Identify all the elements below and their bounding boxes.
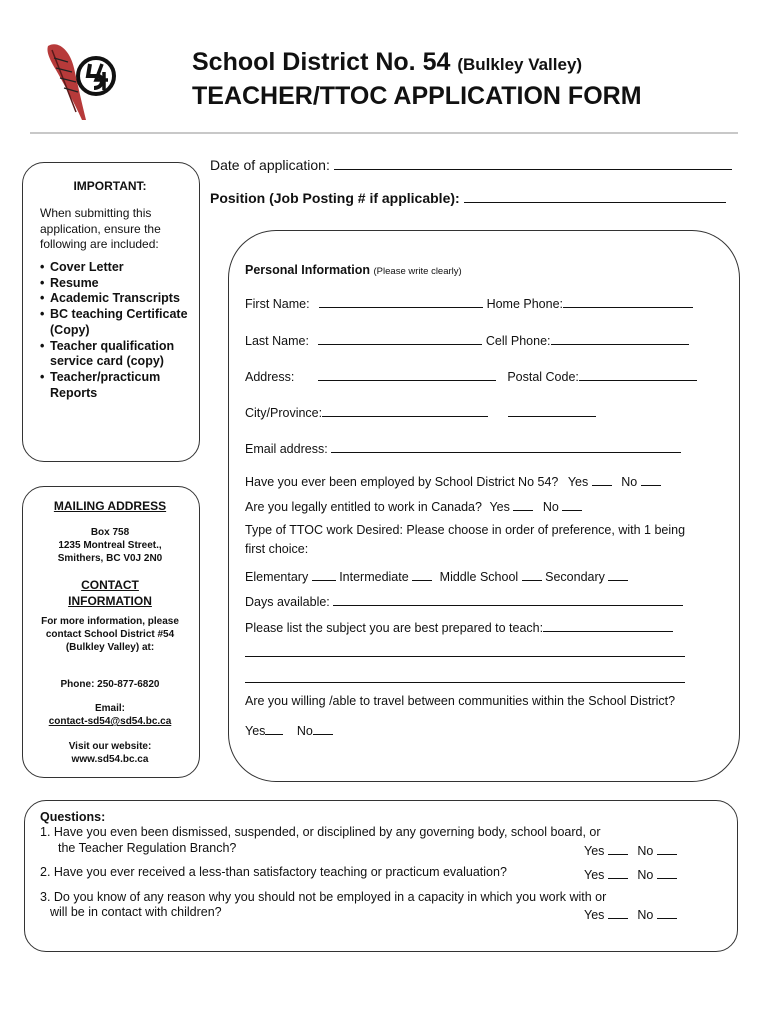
city-row xyxy=(245,403,596,420)
last-name-row xyxy=(245,331,689,348)
cell-phone-label: Cell Phone: xyxy=(485,334,551,348)
list-item: • Teacher/practicum Reports xyxy=(40,370,190,401)
yes-label: Yes xyxy=(245,724,266,738)
q3-yes-input[interactable] xyxy=(608,905,628,919)
website-link[interactable]: www.sd54.bc.ca xyxy=(71,754,149,765)
address-label: Address: xyxy=(245,370,295,384)
elementary-label: Elementary xyxy=(245,570,309,584)
email-input[interactable] xyxy=(331,439,681,453)
question-3-line-1: 3. Do you know of any reason why you should not be employed in a capacity in which you work with or xyxy=(40,890,607,904)
po-box: Box 758 xyxy=(90,527,130,538)
legal-no-input[interactable] xyxy=(562,497,582,511)
travel-row xyxy=(245,721,333,738)
question-3-answer xyxy=(584,905,677,922)
form-title: TEACHER/TTOC APPLICATION FORM xyxy=(192,82,642,110)
elementary-input[interactable] xyxy=(312,567,336,581)
province-input[interactable] xyxy=(508,403,596,417)
employed-row xyxy=(245,472,661,489)
header-divider xyxy=(30,132,738,134)
email-row xyxy=(245,439,681,456)
postal-code-input[interactable] xyxy=(579,367,697,381)
email-label: Email address: xyxy=(245,442,328,456)
question-2: 2. Have you ever received a less-than satisfactory teaching or practicum evaluation? xyxy=(40,865,507,879)
question-3-line-2: will be in contact with children? xyxy=(50,905,222,919)
no-label: No xyxy=(296,724,313,738)
city-input[interactable] xyxy=(322,403,488,417)
first-name-row xyxy=(245,294,693,311)
home-phone-label: Home Phone: xyxy=(486,297,563,311)
position-row xyxy=(210,189,726,206)
position-label: Position (Job Posting # if applicable): xyxy=(210,190,460,206)
list-item: • Cover Letter xyxy=(40,260,190,276)
district-name: School District No. 54 xyxy=(192,48,451,76)
days-input[interactable] xyxy=(333,592,683,606)
yes-label: Yes xyxy=(567,475,589,489)
question-1-line-1: 1. Have you even been dismissed, suspended, or disciplined by any governing body, school board, or xyxy=(40,825,601,839)
subject-input[interactable] xyxy=(543,618,673,632)
personal-heading-row xyxy=(245,263,462,277)
yes-label: Yes xyxy=(584,908,605,922)
no-label: No xyxy=(637,844,654,858)
yes-label: Yes xyxy=(489,500,510,514)
position-input[interactable] xyxy=(464,189,726,203)
travel-yes-input[interactable] xyxy=(265,721,283,735)
mailing-heading: MAILING ADDRESS xyxy=(53,499,167,513)
days-row xyxy=(245,592,683,609)
address-input[interactable] xyxy=(318,367,496,381)
question-1-line-2: the Teacher Regulation Branch? xyxy=(58,841,237,855)
subject-line-3[interactable] xyxy=(245,669,685,683)
date-row xyxy=(210,156,732,173)
q1-no-input[interactable] xyxy=(657,841,677,855)
contact-heading: CONTACT INFORMATION xyxy=(68,578,152,608)
subject-label: Please list the subject you are best prepared to teach: xyxy=(245,621,544,635)
last-name-input[interactable] xyxy=(318,331,482,345)
city: Smithers, BC V0J 2N0 xyxy=(57,553,163,564)
no-label: No xyxy=(621,475,638,489)
street: 1235 Montreal Street., xyxy=(58,540,162,551)
date-input[interactable] xyxy=(334,156,732,170)
yes-label: Yes xyxy=(584,868,605,882)
personal-note: (Please write clearly) xyxy=(373,266,462,277)
list-item: • BC teaching Certificate (Copy) xyxy=(40,307,190,338)
q2-no-input[interactable] xyxy=(657,865,677,879)
ttoc-levels-row xyxy=(245,567,628,584)
questions-heading: Questions: xyxy=(40,810,106,824)
home-phone-input[interactable] xyxy=(563,294,693,308)
question-1-answer xyxy=(584,841,677,858)
contact-email-link[interactable]: contact-sd54@sd54.bc.ca xyxy=(48,716,172,727)
district-title xyxy=(192,48,582,77)
required-documents-list xyxy=(40,260,190,401)
personal-heading: Personal Information xyxy=(245,263,371,277)
travel-question: Are you willing /able to travel between communities within the School District? xyxy=(245,694,676,708)
employed-yes-input[interactable] xyxy=(592,472,612,486)
secondary-input[interactable] xyxy=(608,567,628,581)
subject-line-2[interactable] xyxy=(245,643,685,657)
cell-phone-input[interactable] xyxy=(551,331,689,345)
address-row xyxy=(245,367,697,384)
employed-no-input[interactable] xyxy=(641,472,661,486)
date-label: Date of application: xyxy=(210,157,330,173)
no-label: No xyxy=(637,908,654,922)
yes-label: Yes xyxy=(584,844,605,858)
middle-school-input[interactable] xyxy=(522,567,542,581)
question-2-answer xyxy=(584,865,677,882)
subject-row xyxy=(245,618,673,635)
days-label: Days available: xyxy=(245,595,330,609)
ttoc-type-question: Type of TTOC work Desired: Please choose in order of preference, with 1 being first choice: xyxy=(245,523,686,556)
list-item: • Academic Transcripts xyxy=(40,291,190,307)
middle-school-label: Middle School xyxy=(439,570,519,584)
intermediate-label: Intermediate xyxy=(339,570,409,584)
last-name-label: Last Name: xyxy=(245,334,309,348)
postal-code-label: Postal Code: xyxy=(507,370,579,384)
city-province-label: City/Province: xyxy=(245,406,323,420)
first-name-label: First Name: xyxy=(245,297,310,311)
q1-yes-input[interactable] xyxy=(608,841,628,855)
travel-no-input[interactable] xyxy=(313,721,333,735)
no-label: No xyxy=(542,500,559,514)
email-label: Email: xyxy=(94,703,125,714)
intermediate-input[interactable] xyxy=(412,567,432,581)
district-logo xyxy=(44,40,122,124)
contact-phone: Phone: 250-877-6820 xyxy=(60,679,160,690)
legal-question: Are you legally entitled to work in Canada? xyxy=(245,500,482,514)
legal-row xyxy=(245,497,582,514)
no-label: No xyxy=(637,868,654,882)
legal-yes-input[interactable] xyxy=(513,497,533,511)
list-item: • Resume xyxy=(40,276,190,292)
district-region: (Bulkley Valley) xyxy=(457,55,583,74)
employed-question: Have you ever been employed by School District No 54? xyxy=(245,475,559,489)
contact-info: For more information, please contact School District #54 (Bulkley Valley) at: xyxy=(41,616,179,653)
secondary-label: Secondary xyxy=(545,570,605,584)
list-item: • Teacher qualification service card (copy) xyxy=(40,339,190,370)
website-label: Visit our website: xyxy=(68,741,152,752)
mailing-address xyxy=(22,526,198,565)
q2-yes-input[interactable] xyxy=(608,865,628,879)
important-intro: When submitting this application, ensure the following are included: xyxy=(40,206,161,251)
important-heading: IMPORTANT: xyxy=(73,179,147,193)
first-name-input[interactable] xyxy=(319,294,483,308)
q3-no-input[interactable] xyxy=(657,905,677,919)
